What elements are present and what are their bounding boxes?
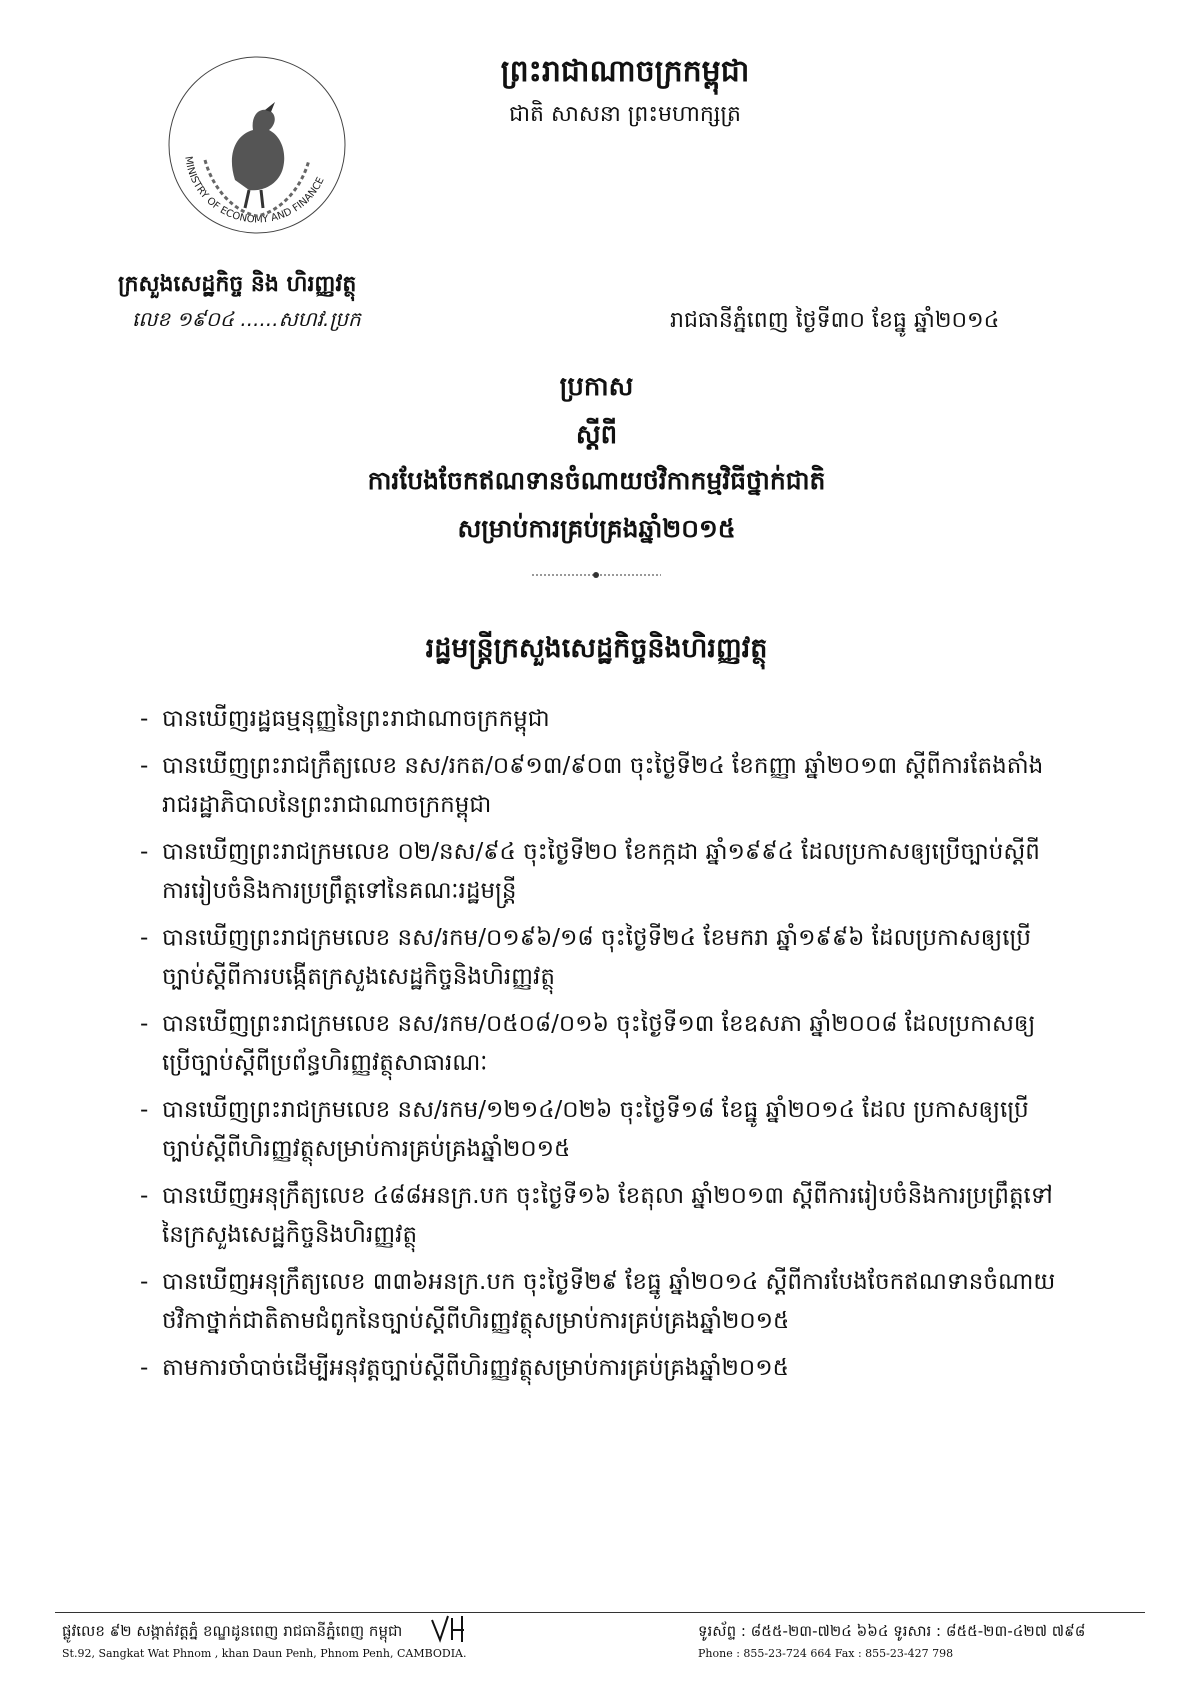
list-item: - បានឃើញព្រះរាជក្រមលេខ នស/រកម/០៥០៨/០១៦ ចុះថ្ងៃទី១៣ ខែឧសភា ឆ្នាំ២០០៨ ដែលប្រកាសឲ្យប្រើច្បាប់ស្តីពីប្រព័ន្ធហិរញ្ញវត្ថុសាធារណៈ — [140, 1011, 1036, 1076]
ministry-seal — [165, 40, 350, 260]
handwritten-initials-icon — [428, 1612, 468, 1646]
list-item: - តាមការចាំបាច់ដើម្បីអនុវត្តច្បាប់ស្តីពីហិរញ្ញវត្ថុសម្រាប់ការគ្រប់គ្រងឆ្នាំ២០១៥ — [140, 1355, 789, 1381]
footer-address-en: St.92, Sangkat Wat Phnom , khan Daun Penh, Phnom Penh, CAMBODIA. — [62, 1647, 467, 1660]
footer-address-kh: ផ្លូវលេខ ៩២ សង្កាត់វត្តភ្នំ ខណ្ឌដូនពេញ រាជធានីភ្នំពេញ កម្ពុជា — [62, 1622, 403, 1640]
list-item: - បានឃើញអនុក្រឹត្យលេខ ៣៣៦អនក្រ.បក ចុះថ្ងៃទី២៩ ខែធ្នូ ឆ្នាំ២០១៤ ស្តីពីការបែងចែកឥណទានចំណាយថវិកាថ្នាក់ជាតិតាមជំពូកនៃច្បាប់ស្តីពីហិរញ្ញវត្ថុសម្រាប់ការគ្រប់គ្រងឆ្នាំ២០១៥ — [140, 1269, 1056, 1334]
list-item: - បានឃើញរដ្ឋធម្មនុញ្ញនៃព្រះរាជាណាចក្រកម្ពុជា — [140, 706, 550, 732]
kingdom-title: ព្រះរាជាណាចក្រកម្ពុជា — [500, 54, 750, 89]
document-date: រាជធានីភ្នំពេញ ថ្ងៃទី៣០ ខែធ្នូ ឆ្នាំ២០១៤ — [670, 308, 1000, 333]
ministry-name: ក្រសួងសេដ្ឋកិច្ច និង ហិរញ្ញវត្ថុ — [118, 272, 357, 297]
considerations-list — [140, 700, 1060, 1396]
list-item: - បានឃើញព្រះរាជក្រឹត្យលេខ នស/រកត/០៩១៣/៩០៣ ចុះថ្ងៃទី២៤ ខែកញ្ញា ឆ្នាំ២០១៣ ស្តីពីការតែងតាំងរាជរដ្ឋាភិបាលនៃព្រះរាជាណាចក្រកម្ពុជា — [140, 753, 1044, 818]
ornamental-divider — [530, 570, 663, 580]
footer-phone-en: Phone : 855-23-724 664 Fax : 855-23-427 798 — [698, 1647, 954, 1660]
national-motto: ជាតិ សាសនា ព្រះមហាក្សត្រ — [509, 102, 741, 127]
reference-number: លេខ ១៩០៤ ......សហវ.ប្រក — [132, 307, 361, 331]
list-item: - បានឃើញអនុក្រឹត្យលេខ ៤៨៨អនក្រ.បក ចុះថ្ងៃទី១៦ ខែតុលា ឆ្នាំ២០១៣ ស្តីពីការរៀបចំនិងការប្រព្រឹត្តទៅនៃក្រសួងសេដ្ឋកិច្ចនិងហិរញ្ញវត្ថុ — [140, 1183, 1053, 1248]
document-subject-line2: សម្រាប់ការគ្រប់គ្រងឆ្នាំ២០១៥ — [457, 514, 736, 543]
rooster-emblem-icon — [205, 102, 309, 216]
footer-rule — [55, 1612, 1145, 1613]
list-item: - បានឃើញព្រះរាជក្រមលេខ នស/រកម/០១៩៦/១៨ ចុះថ្ងៃទី២៤ ខែមករា ឆ្នាំ១៩៩៦ ដែលប្រកាសឲ្យប្រើច្បាប់ស្តីពីការបង្កើតក្រសួងសេដ្ឋកិច្ចនិងហិរញ្ញវត្ថុ — [140, 925, 1031, 990]
document-subject-line1: ការបែងចែកឥណទានចំណាយថវិកាកម្មវិធីថ្នាក់ជាតិ — [367, 466, 826, 495]
footer-phone-kh: ទូរស័ព្ទ : ៨៥៥-២៣-៧២៤ ៦៦៤ ទូរសារ : ៨៥៥-២៣-៤២៧ ៧៩៨ — [698, 1622, 1086, 1640]
document-type: ប្រកាស — [559, 372, 634, 402]
seal-text: MINISTRY OF ECONOMY AND FINANCE — [182, 155, 327, 226]
list-item: - បានឃើញព្រះរាជក្រមលេខ នស/រកម/១២១៤/០២៦ ចុះថ្ងៃទី១៨ ខែធ្នូ ឆ្នាំ២០១៤ ដែល ប្រកាសឲ្យប្រើច្បាប់ស្តីពីហិរញ្ញវត្ថុសម្រាប់ការគ្រប់គ្រងឆ្នាំ២០១៥ — [140, 1097, 1029, 1162]
signer-title: រដ្ឋមន្ត្រីក្រសួងសេដ្ឋកិច្ចនិងហិរញ្ញវត្ថុ — [425, 633, 768, 664]
document-about: ស្តីពី — [575, 420, 618, 450]
list-item: - បានឃើញព្រះរាជក្រមលេខ ០២/នស/៩៤ ចុះថ្ងៃទី២០ ខែកក្កដា ឆ្នាំ១៩៩៤ ដែលប្រកាសឲ្យប្រើច្បាប់ស្តីពីការរៀបចំនិងការប្រព្រឹត្តទៅនៃគណៈរដ្ឋមន្ត្រី — [140, 839, 1040, 904]
